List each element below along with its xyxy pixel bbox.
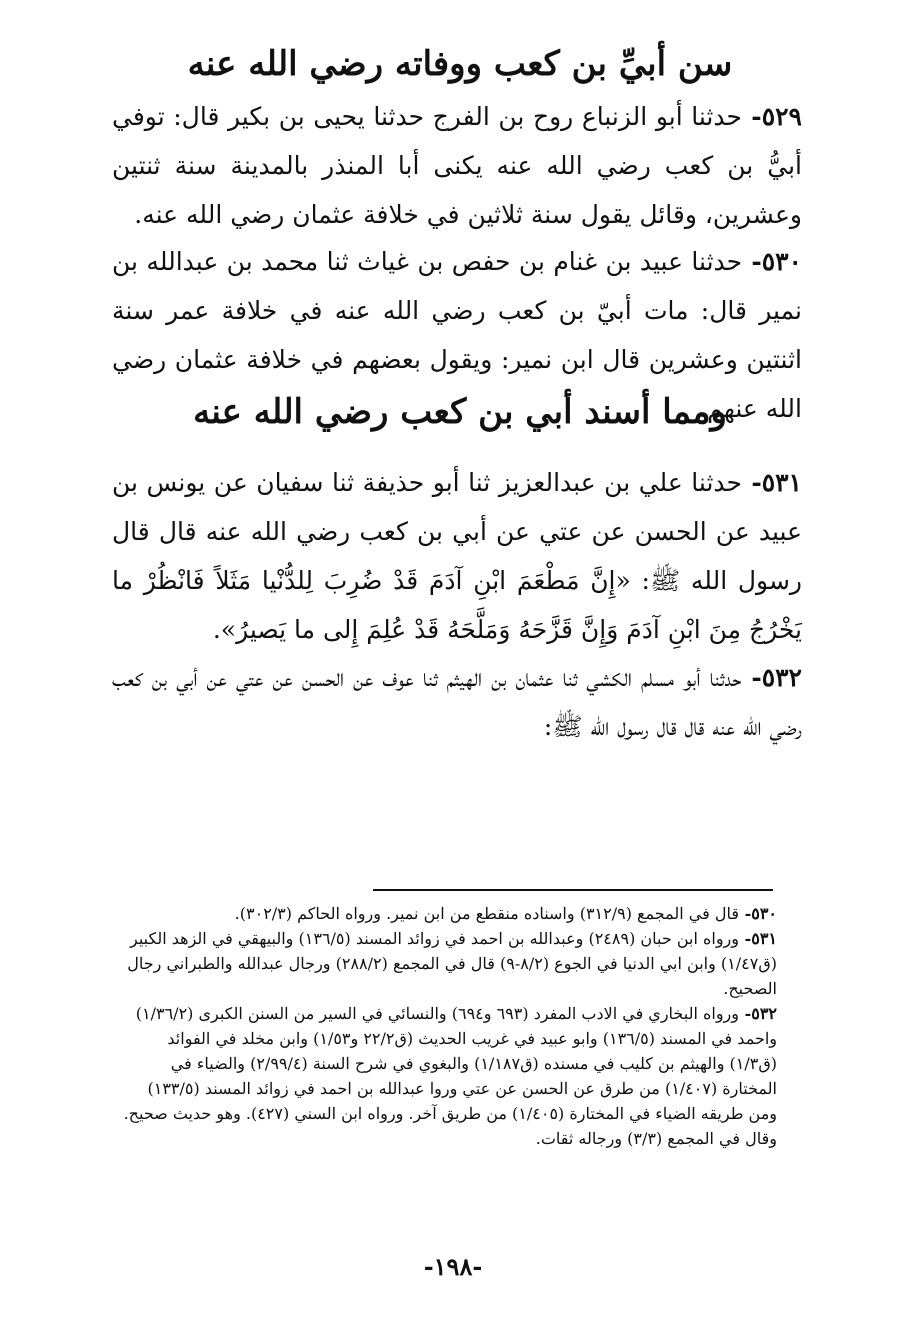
hadith-text: حدثنا أبو مسلم الكشي ثنا عثمان بن الهيثم ثنا عوف عن الحسن عن عتي عن أبي بن كعب رضي الله عنه قال قال رسول الله ﷺ: bbox=[112, 663, 802, 741]
footnotes bbox=[122, 901, 777, 1151]
hadith-529 bbox=[112, 92, 802, 239]
page-number: -١٩٨- bbox=[423, 1252, 483, 1281]
hadith-number: ٥٣١- bbox=[742, 468, 802, 497]
hadith-number: ٥٢٩- bbox=[741, 102, 802, 131]
footnote-text: قال في المجمع (٣١٢/٩) واسناده منقطع من ابن نمير. ورواه الحاكم (٣٠٢/٣). bbox=[234, 904, 739, 923]
section-title-musnad: ومما أسند أبي بن كعب رضي الله عنه bbox=[193, 392, 727, 432]
footnote-divider bbox=[373, 889, 773, 891]
hadith-text: حدثنا عبيد بن غنام بن حفص بن غياث ثنا محمد بن عبدالله بن نمير قال: مات أبيّ بن كعب رضي الله عنه في خلافة عمر سنة اثنتين وعشرين قال ابن نمير: ويقول بعضهم في خلافة عثمان رضي الله عنهم. bbox=[112, 247, 802, 423]
footnote-key: ٥٣٢- bbox=[739, 1004, 777, 1023]
hadith-text: حدثنا أبو الزنباع روح بن الفرج حدثنا يحيى بن بكير قال: توفي أبيُّ بن كعب رضي الله عنه يكنى أبا المنذر بالمدينة سنة ثنتين وعشرين، وقائل يقول سنة ثلاثين في خلافة عثمان رضي الله عنه. bbox=[112, 102, 802, 229]
footnote-530 bbox=[122, 901, 777, 926]
hadith-532 bbox=[112, 653, 802, 751]
section-title-age-and-death: سن أبيِّ بن كعب ووفاته رضي الله عنه bbox=[187, 44, 733, 84]
footnote-532 bbox=[122, 1001, 777, 1151]
hadith-531 bbox=[112, 458, 802, 654]
footnote-text: ورواه البخاري في الادب المفرد (٦٩٣ و٦٩٤) والنسائي في السير من السنن الكبرى (١/٣٦/٢) واحمد في المسند (١٣٦/٥) وابو عبيد في غريب الحديث (ق٢٢/٢ و١/٥٣) وابن مخلد في الفوائد (ق١/٣) والهيثم بن كليب في مسنده (ق١/١٨٧) والبغوي في شرح السنة (٢/٩٩/٤) والضياء في المختارة (١/٤٠٧) من طرق عن الحسن عن عتي وروا عبدالله بن احمد في زوائد المسند (١٣٣/٥) ومن طريقه الضياء في المختارة (١/٤٠٥) من طريق آخر. ورواه ابن السني (٤٢٧). وهو حديث صحيح. وقال في المجمع (٣/٣) ورجاله ثقات. bbox=[123, 1004, 777, 1148]
hadith-number: ٥٣٢- bbox=[741, 663, 802, 692]
hadith-text: حدثنا علي بن عبدالعزيز ثنا أبو حذيفة ثنا سفيان عن يونس بن عبيد عن الحسن عن عتي عن أبي بن كعب رضي الله عنه قال قال رسول الله ﷺ: «إِنَّ مَطْعَمَ ابْنِ آدَمَ قَدْ ضُرِبَ لِلدُّنْيا مَثَلاً فَانْظُرْ ما يَخْرُجُ مِنَ ابْنِ آدَمَ وَإِنَّ قَزَّحَهُ وَمَلَّحَهُ قَدْ عُلِمَ إِلى ما يَصيرُ». bbox=[112, 468, 802, 644]
footnote-text: ورواه ابن حبان (٢٤٨٩) وعبدالله بن احمد في زوائد المسند (١٣٦/٥) والبيهقي في الزهد الكبير (ق١/٤٧) وابن ابي الدنيا في الجوع (٨/٢-٩) قال في المجمع (٢٨٨/٢) ورجال عبدالله والطبراني رجال الصحيح. bbox=[127, 929, 777, 998]
footnote-key: ٥٣١- bbox=[739, 929, 777, 948]
hadith-number: ٥٣٠- bbox=[742, 247, 802, 276]
footnote-key: ٥٣٠- bbox=[739, 904, 777, 923]
footnote-531 bbox=[122, 926, 777, 1001]
